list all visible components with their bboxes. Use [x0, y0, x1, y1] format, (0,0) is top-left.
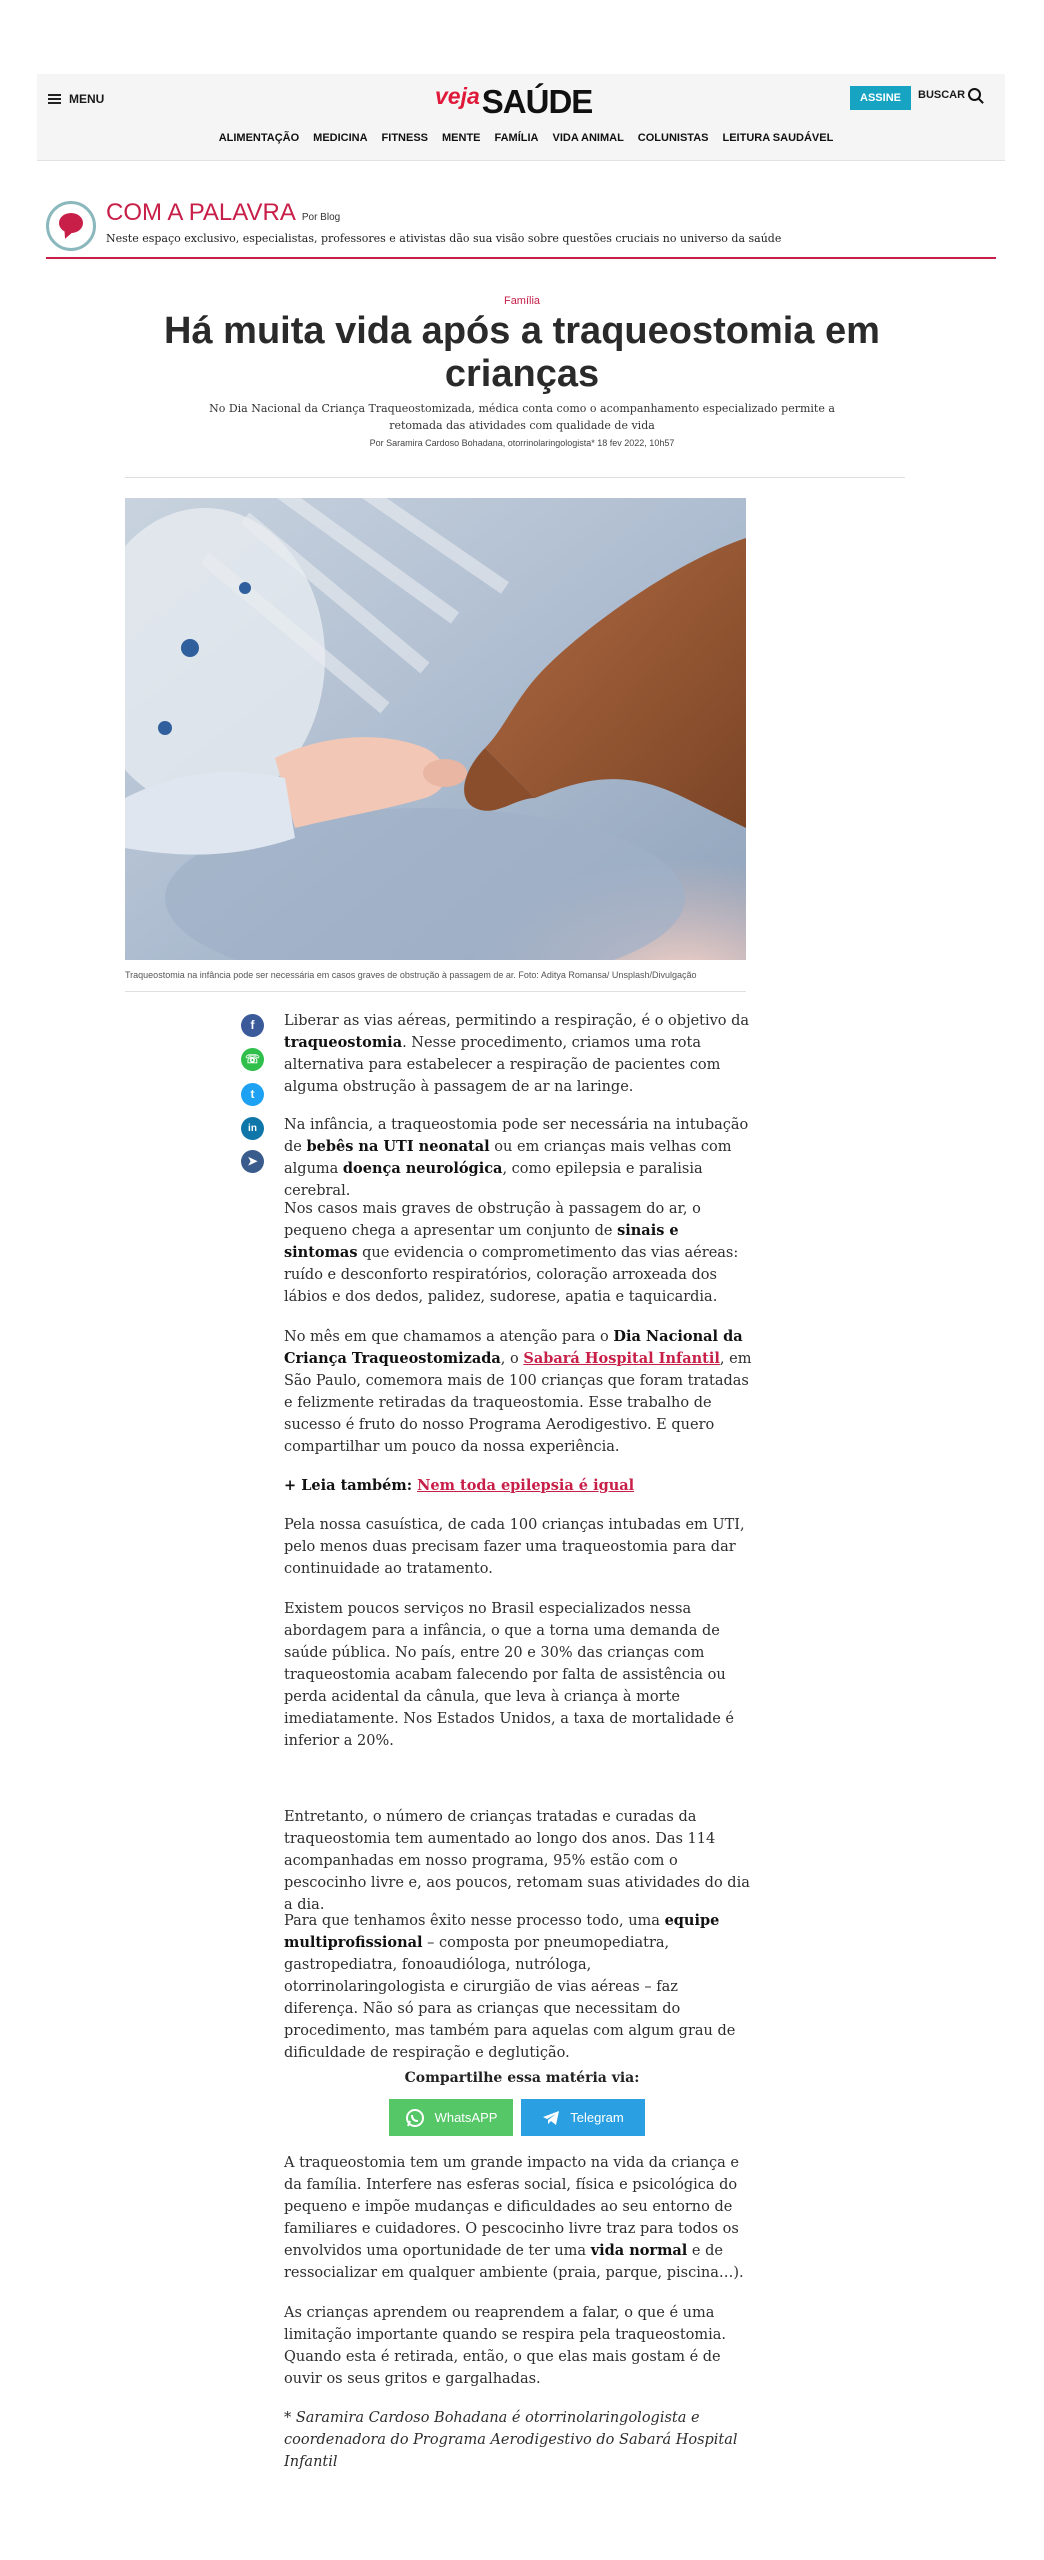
paragraph-10: As crianças aprendem ou reaprendem a falar, o que é uma limitação importante quando se respira pela traqueostomia. Quando esta é retirada, então, o que elas mais gostam é de ouvir os seus gritos e gargalhadas. — [284, 2305, 727, 2387]
article-photo — [125, 498, 746, 960]
whatsapp-icon — [405, 2108, 425, 2128]
hamburger-icon — [48, 94, 61, 104]
subscribe-button[interactable]: ASSINE — [850, 86, 911, 110]
paragraph-7: Entretanto, o número de crianças tratadas e curadas da traqueostomia tem aumentado ao longo dos anos. Das 114 acompanhadas em nosso programa, 95% estão com o pescocinho livre e, aos poucos, retomam suas atividades do dia a dia. — [284, 1809, 750, 1913]
nav-item-medicina[interactable]: MEDICINA — [313, 132, 368, 144]
paragraph-3: Nos casos mais graves de obstrução à passagem do ar, o pequeno chega a apresentar um conjunto de sinais e sintomas que evidencia o comprometimento das vias aéreas: ruído e desconforto respiratórios, coloração arroxeada dos lábios e dos dedos, palidez, sudorese, apatia e taquicardia. — [284, 1201, 739, 1305]
blog-divider — [46, 257, 996, 259]
nav-item-fitness[interactable]: FITNESS — [381, 132, 428, 144]
article-byline: Por Saramira Cardoso Bohadana, otorrinolaringologista* 18 fev 2022, 10h57 — [369, 438, 675, 448]
site-logo[interactable] — [435, 78, 592, 118]
whatsapp-button-label: WhatsAPP — [434, 2110, 498, 2125]
paragraph-4: No mês em que chamamos a atenção para o Dia Nacional da Criança Traqueostomizada, o Sabará Hospital Infantil, em São Paulo, comemora mais de 100 crianças que foram tratadas e felizmente retiradas da traqueostomia. Esse trabalho de sucesso é fruto do nosso Programa Aerodigestivo. E quero compartilhar um pouco da nossa experiência. — [284, 1328, 752, 1455]
logo-saude: SAÚDE — [481, 83, 593, 120]
telegram-icon — [542, 2110, 560, 2126]
telegram-button-label: Telegram — [570, 2110, 624, 2125]
nav-item-vida-animal[interactable]: VIDA ANIMAL — [552, 132, 624, 144]
whatsapp-share-button[interactable] — [389, 2099, 513, 2136]
menu-label: MENU — [69, 92, 105, 106]
nav-item-familia[interactable]: FAMÍLIA — [494, 132, 539, 144]
article-category[interactable]: Família — [503, 295, 541, 307]
nav-item-mente[interactable]: MENTE — [442, 132, 481, 144]
telegram-share-button[interactable] — [521, 2099, 645, 2136]
blog-description: Neste espaço exclusivo, especialistas, professores e ativistas dão sua visão sobre questões cruciais no universo da saúde — [106, 232, 782, 245]
telegram-share-icon[interactable]: ➤ — [241, 1150, 264, 1173]
share-heading: Compartilhe essa matéria via: — [404, 2070, 640, 2086]
linkedin-share-icon[interactable]: in — [241, 1117, 264, 1140]
logo-veja: veja — [435, 83, 480, 109]
read-also-link[interactable]: Nem toda epilepsia é igual — [417, 1477, 635, 1494]
nav-item-colunistas[interactable]: COLUNISTAS — [637, 132, 709, 144]
paragraph-6: Existem poucos serviços no Brasil especializados nessa abordagem para a infância, o que a torna uma demanda de saúde pública. No país, entre 20 e 30% das crianças com traqueostomia acabam falecendo por falta de assistência ou perda acidental da cânula, que leva à criança à morte imediatamente. Nos Estados Unidos, a taxa de mortalidade é inferior a 20%. — [284, 1601, 734, 1749]
paragraph-1: Liberar as vias aéreas, permitindo a respiração, é o objetivo da traqueostomia. Nesse procedimento, criamos uma rota alternativa para estabelecer a respiração de pacientes com alguma obstrução à passagem de ar na laringe. — [284, 1013, 750, 1095]
blog-name: COM A PALAVRA — [106, 199, 296, 226]
sabara-link[interactable]: Sabará Hospital Infantil — [523, 1350, 720, 1367]
article-standfirst: No Dia Nacional da Criança Traqueostomizada, médica conta como o acompanhamento especializado permite a retomada das atividades com qualidade de vida — [209, 402, 835, 432]
photo-caption: Traqueostomia na infância pode ser necessária em casos graves de obstrução à passagem de ar. Foto: Aditya Romansa/ Unsplash/Divulgação — [125, 970, 697, 980]
blog-speech-bubble-icon[interactable] — [46, 201, 96, 251]
search-icon — [968, 88, 981, 101]
author-signature: * Saramira Cardoso Bohadana é otorrinolaringologista e coordenadora do Programa Aerodigestivo do Sabará Hospital Infantil — [284, 2410, 738, 2470]
nav-item-leitura-saudavel[interactable]: LEITURA SAUDÁVEL — [722, 132, 834, 144]
caption-divider — [125, 991, 746, 992]
blog-title[interactable] — [106, 200, 340, 226]
facebook-share-icon[interactable]: f — [241, 1014, 264, 1037]
twitter-share-icon[interactable]: t — [241, 1083, 264, 1106]
whatsapp-share-icon[interactable]: ☏ — [241, 1048, 264, 1071]
header-divider — [125, 477, 905, 478]
search-label: BUSCAR — [918, 88, 966, 101]
search-button[interactable] — [918, 88, 981, 101]
article-title: Há muita vida após a traqueostomia em crianças — [164, 310, 880, 395]
menu-button[interactable] — [48, 88, 104, 110]
read-also: + Leia também: Nem toda epilepsia é igual — [284, 1477, 635, 1494]
paragraph-9: A traqueostomia tem um grande impacto na vida da criança e da família. Interfere nas esferas social, física e psicológica do pequeno e impõe mudanças e dificuldades ao seu entorno de familiares e cuidadores. O pescocinho livre traz para todos os envolvidos uma oportunidade de ter uma vida normal e de ressocializar em qualquer ambiente (praia, parque, piscina…). — [284, 2155, 744, 2281]
blog-author: Por Blog — [301, 212, 341, 223]
paragraph-5: Pela nossa casuística, de cada 100 crianças intubadas em UTI, pelo menos duas precisam fazer uma traqueostomia para dar continuidade ao tratamento. — [284, 1517, 745, 1577]
main-nav — [0, 132, 1044, 144]
paragraph-8: Para que tenhamos êxito nesse processo todo, uma equipe multiprofissional – composta por pneumopediatra, gastropediatra, fonoaudióloga, nutróloga, otorrinolaringologista e cirurgião de vias aéreas – faz diferença. Não só para as crianças que necessitam do procedimento, mas também para aquelas com algum grau de dificuldade de respiração e deglutição. — [284, 1912, 736, 2061]
nav-item-alimentacao[interactable]: ALIMENTAÇÃO — [218, 132, 300, 144]
paragraph-2: Na infância, a traqueostomia pode ser necessária na intubação de bebês na UTI neonatal ou em crianças mais velhas com alguma doença neurológica, como epilepsia e paralisia cerebral. — [284, 1117, 749, 1199]
